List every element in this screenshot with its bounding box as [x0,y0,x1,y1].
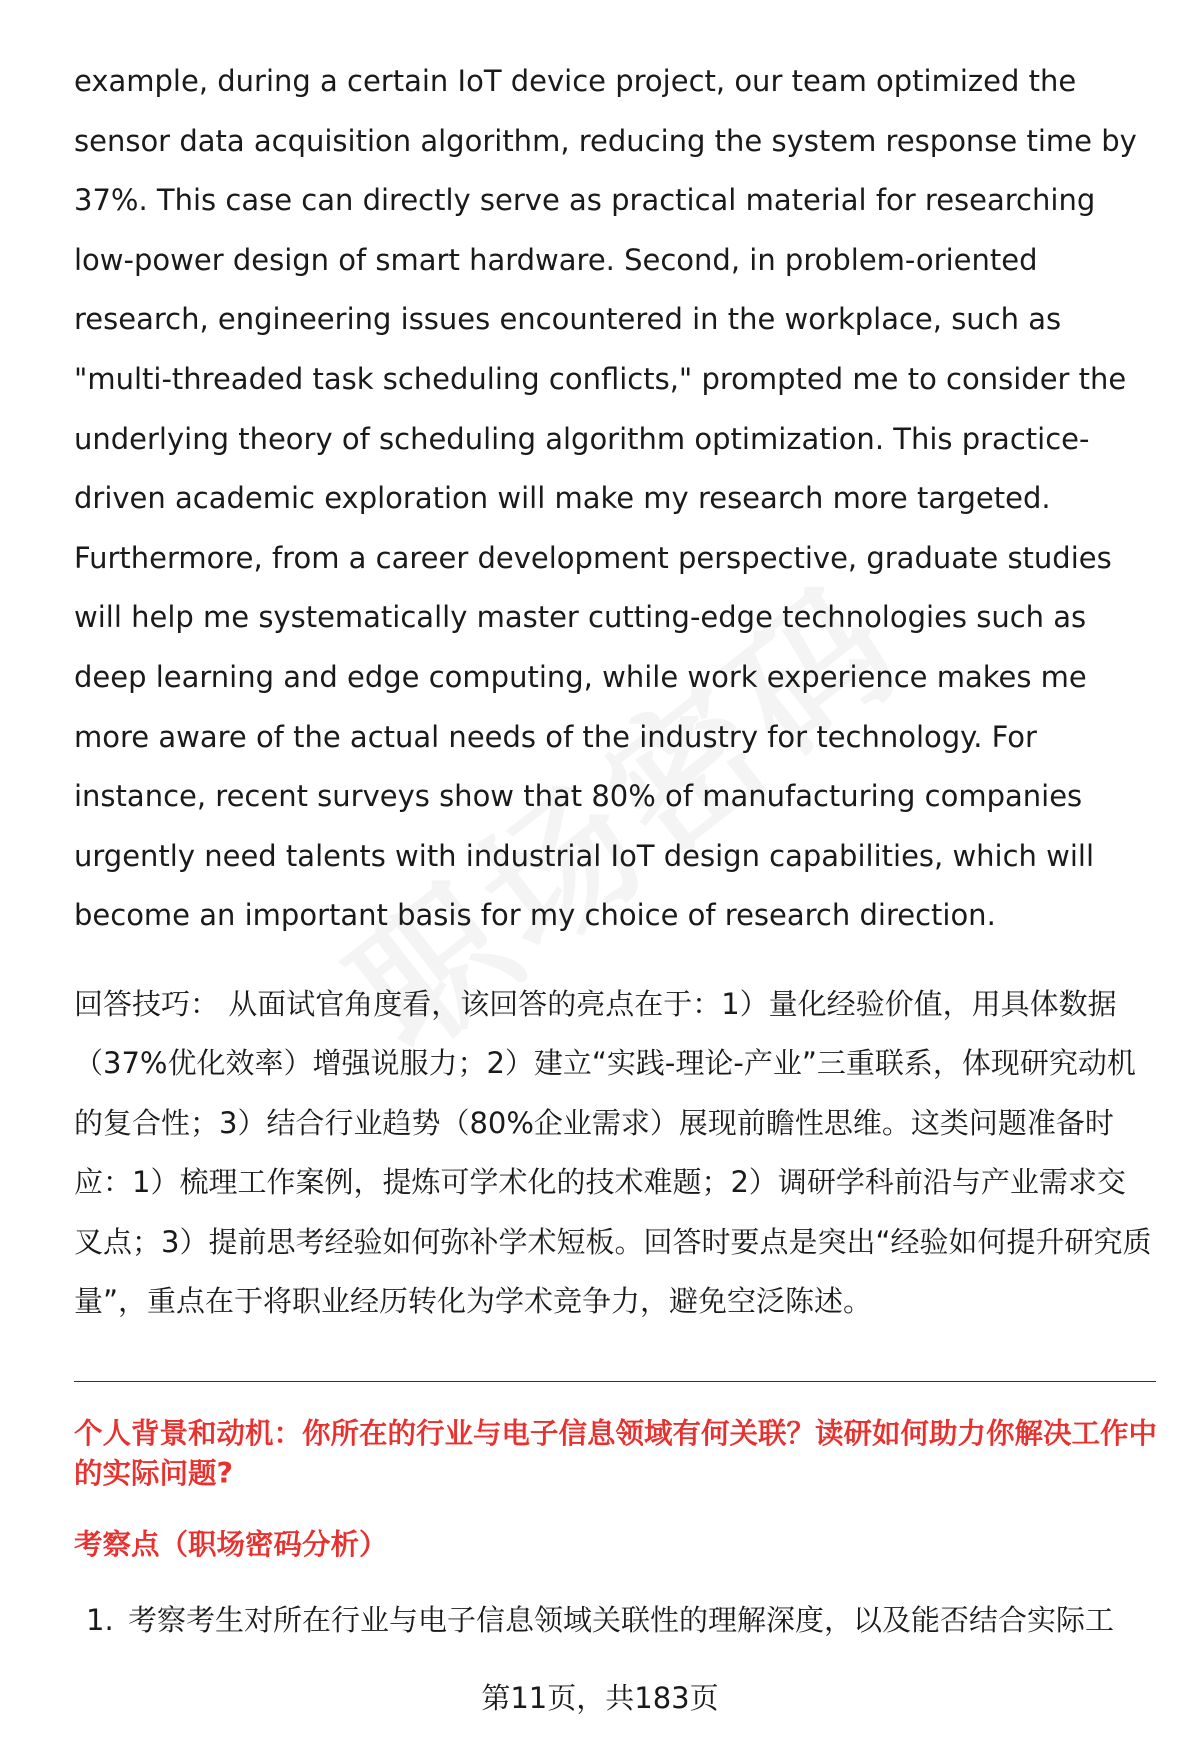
section-divider [74,1381,1156,1382]
list-item-text: 考察考生对所在行业与电子信息领域关联性的理解深度，以及能否结合实际工 [128,1603,1115,1637]
list-item-number: 1. [86,1603,114,1637]
answer-tips-paragraph: 回答技巧： 从面试官角度看，该回答的亮点在于：1）量化经验价值，用具体数据（37%优化效率）增强说服力；2）建立“实践-理论-产业”三重联系，体现研究动机的复合性；3）结合行业趋势（80%企业需求）展现前瞻性思维。这类问题准备时应：1）梳理工作案例，提炼可学术化的技术难题；2）调研学科前沿与产业需求交叉点；3）提前思考经验如何弥补学术短板。回答时要点是突出“经验如何提升研究质量”，重点在于将职业经历转化为学术竞争力，避免空泛陈述。 [74,987,1152,1319]
list-item [86,1600,1166,1640]
assessment-points-heading: 考察点（职场密码分析） [74,1528,388,1561]
page-footer: 第11页，共183页 [481,1681,719,1715]
question-heading: 个人背景和动机：你所在的行业与电子信息领域有何关联？读研如何助力你解决工作中的实际问题? [74,1417,1158,1490]
answer-paragraph: example, during a certain IoT device project, our team optimized the sensor data acquisition algorithm, reducing the system response time by 37%. This case can directly serve as practical material for researching low-power design of smart hardware. Second, in problem-oriented research, engineering issues encountered in the workplace, such as "multi-threaded task scheduling conflicts," prompted me to consider the underlying theory of scheduling algorithm optimization. This practice-driven academic exploration will make my research more targeted. Furthermore, from a career development perspective, graduate studies will help me systematically master cutting-edge technologies such as deep learning and edge computing, while work experience makes me more aware of the actual needs of the industry for technology. For instance, recent surveys show that 80% of manufacturing companies urgently need talents with industrial IoT design capabilities, which will become an important basis for my choice of research direction. [74,64,1137,933]
